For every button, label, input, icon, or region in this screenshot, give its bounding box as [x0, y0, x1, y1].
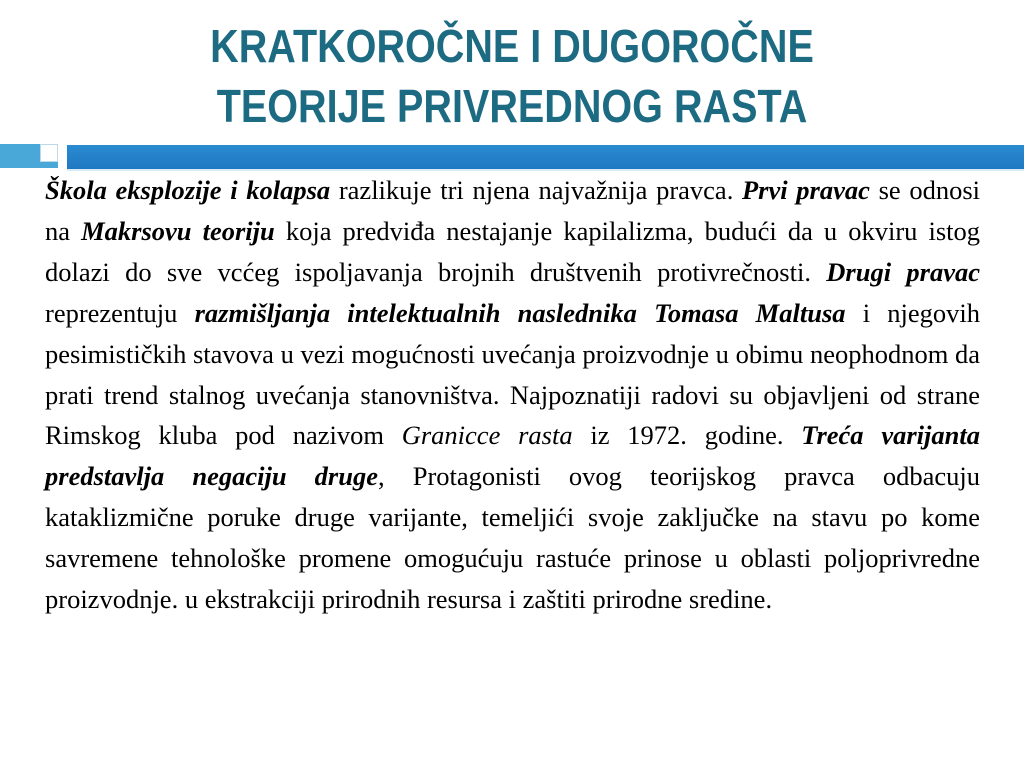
slide-title: [72, 16, 953, 136]
body-paragraph: [45, 170, 980, 620]
text-run: razmišljanja intelektualnih naslednika Tomasa Maltusa: [194, 297, 846, 328]
title-line-2: TEORIJE PRIVREDNOG RASTA: [216, 80, 808, 132]
text-run: iz 1972. godine.: [572, 420, 802, 451]
text-run: Drugi pravac: [826, 256, 980, 287]
text-run: Treća varijanta predstavlja negaciju druge: [45, 420, 980, 492]
text-run: se odnosi na: [45, 175, 980, 246]
text-run: Granicce rasta: [401, 420, 573, 451]
text-run: i njegovih pesimističkih stavova u vezi mogućnosti uvećanja proizvodnje u obimu neophodnom da prati trend stalnog uvećanja stanovništva. Najpoznatiji radovi su objavljeni od strane Rimskog kluba pod nazivom: [45, 297, 980, 451]
header-bar-square: [40, 144, 58, 162]
text-run: , Protagonisti ovog teorijskog pravca odbacuju kataklizmične poruke druge varijante, temeljići svoje zaključke na stavu po kome savremene tehnološke promene omogućuju rastuće prinose u oblasti poljoprivredne proizvodnje. u ekstrakciji prirodnih resursa i zaštiti prirodne sredine.: [45, 461, 980, 615]
header-bar: [67, 145, 1024, 169]
text-run: Makrsovu teoriju: [81, 215, 275, 246]
text-run: Škola eksplozije i kolapsa: [45, 175, 331, 205]
text-run: Prvi pravac: [742, 175, 870, 205]
text-run: reprezentuju: [45, 297, 195, 328]
title-line-1: KRATKOROČNE I DUGOROČNE: [210, 20, 814, 72]
text-run: razlikuje tri njena najvažnija pravca.: [330, 175, 742, 205]
text-run: koja predviđa nestajanje kapilalizma, budući da u okviru istog dolazi do sve vcćeg ispoljavanja brojnih društvenih protivrečnosti.: [45, 215, 981, 287]
